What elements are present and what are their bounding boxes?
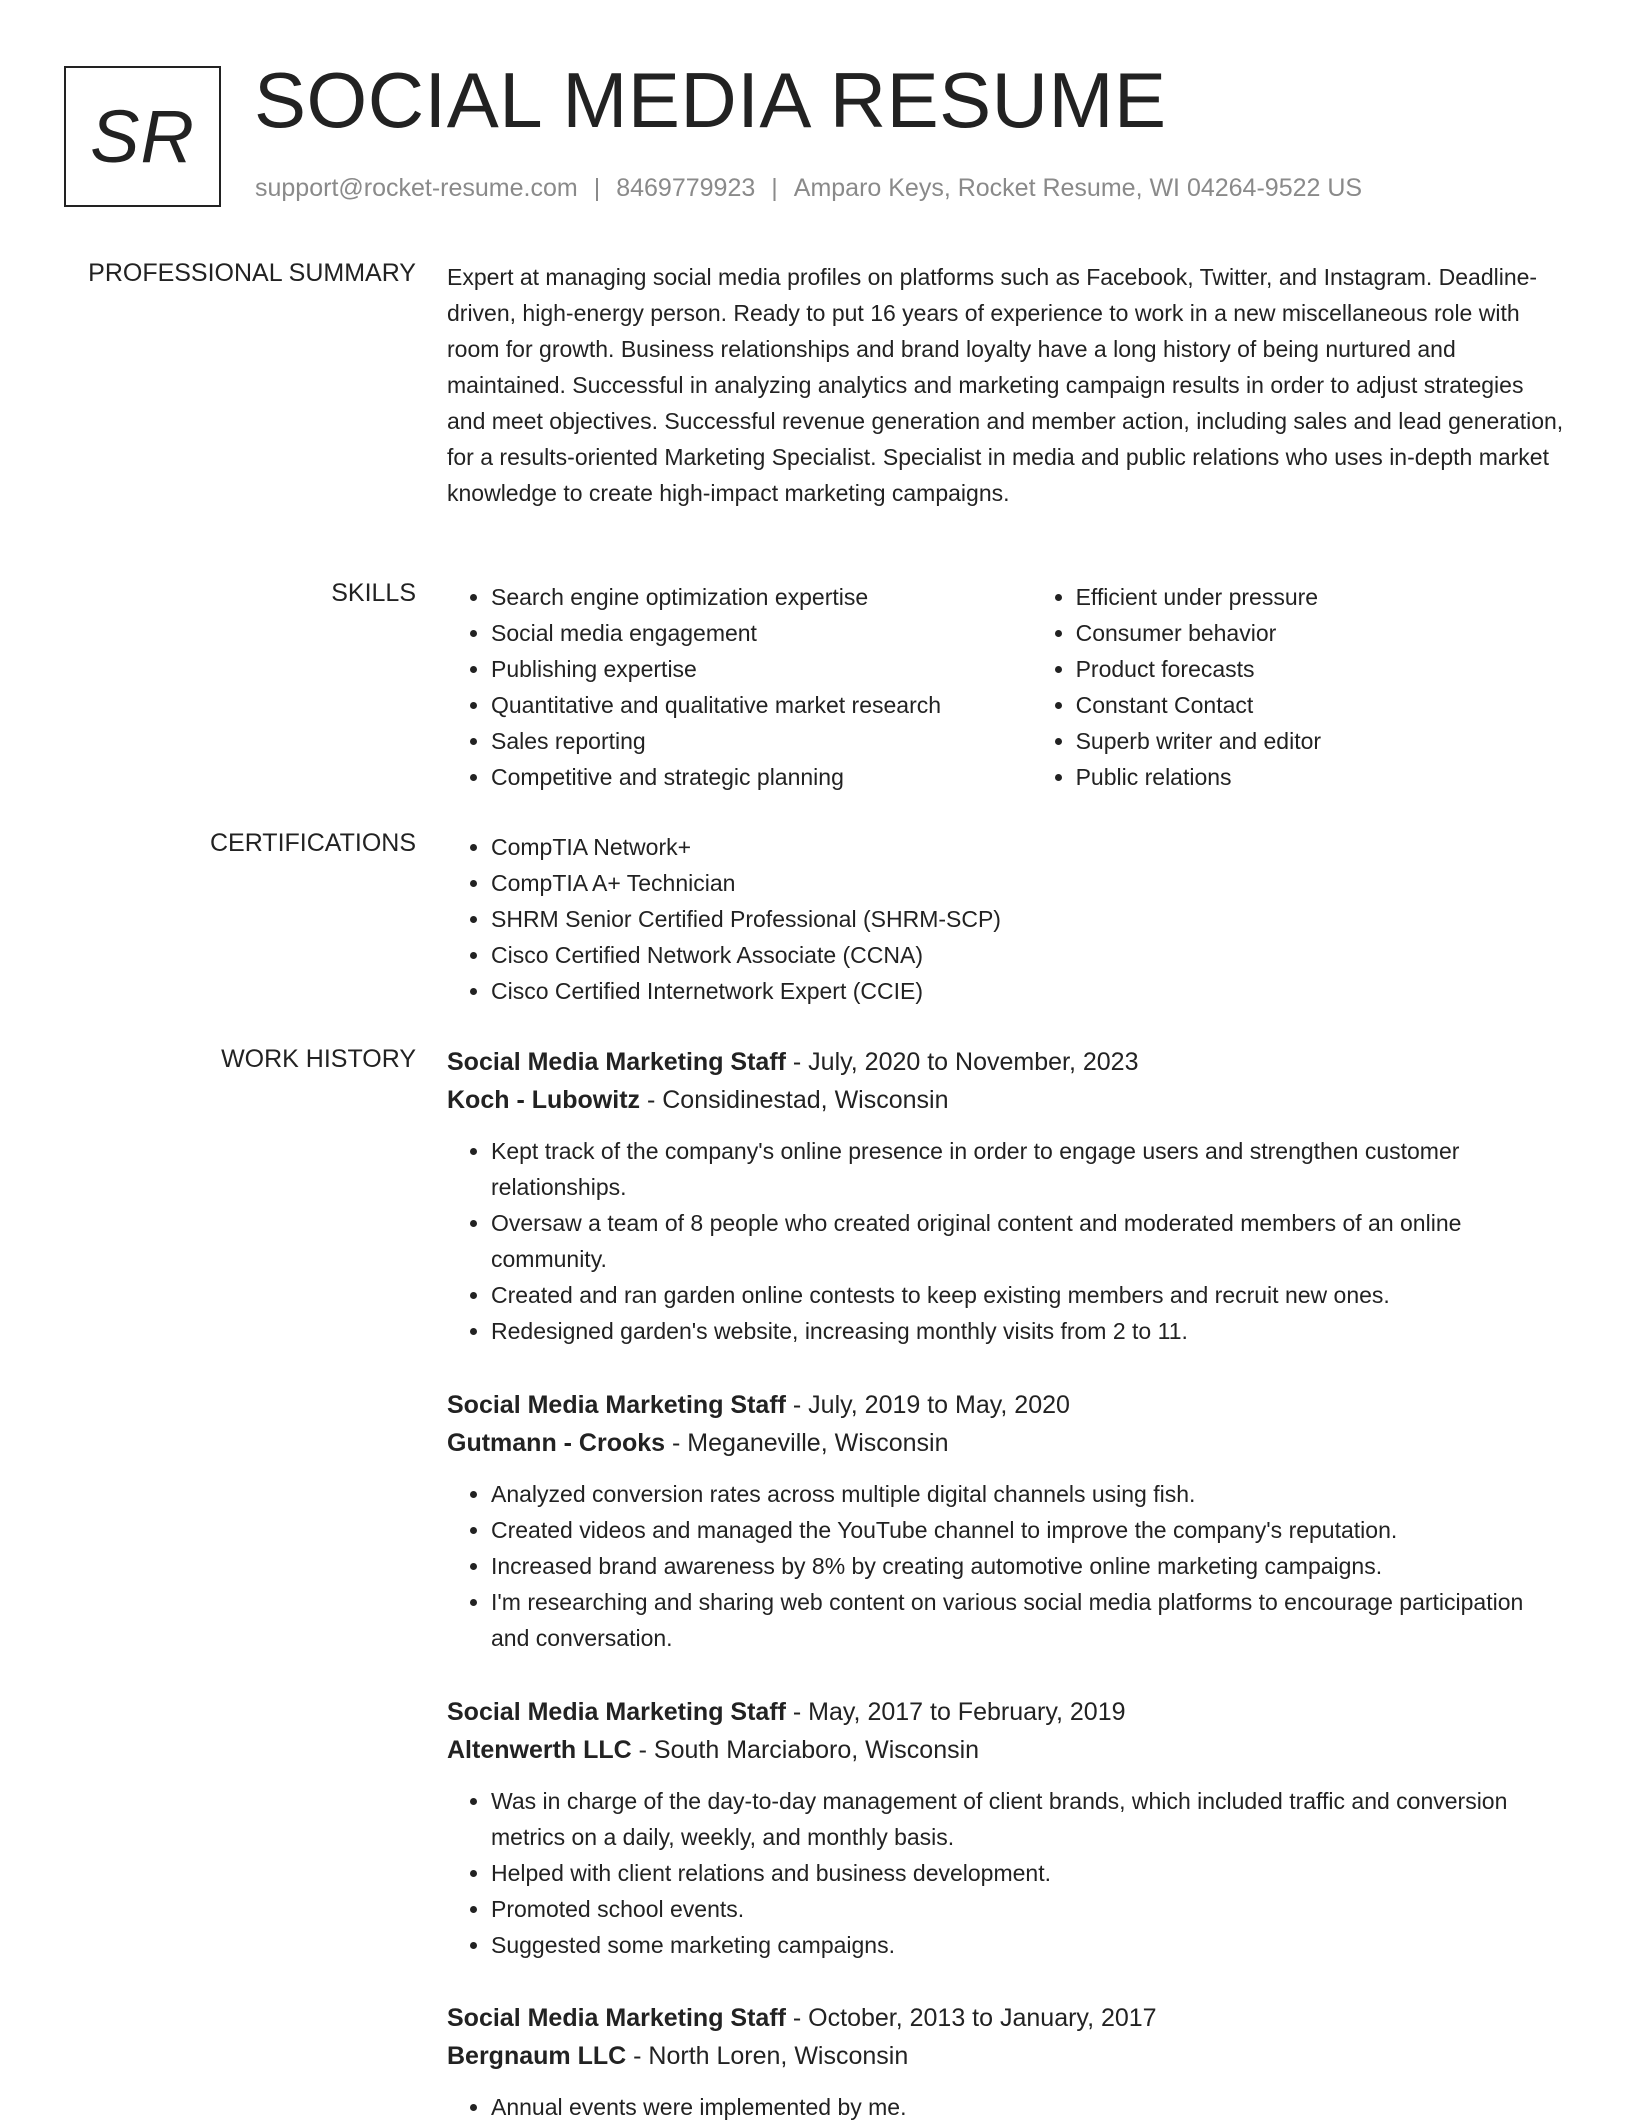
job-bullet: • Kept track of the company's online presence in order to engage users and strengthen customer relationships. <box>491 1133 1567 1205</box>
certification-item: • CompTIA A+ Technician <box>491 865 1567 901</box>
job-bullet: • Helped with client relations and business development. <box>491 1855 1567 1891</box>
job-title: Social Media Marketing Staff <box>447 1048 786 1076</box>
section-label-skills: SKILLS <box>331 579 416 607</box>
skill-item: • Quantitative and qualitative market research <box>491 687 1032 723</box>
job-bullet: • Created videos and managed the YouTube channel to improve the company's reputation. <box>491 1512 1567 1548</box>
job-location: - Meganeville, Wisconsin <box>665 1429 949 1457</box>
skill-item: • Product forecasts <box>1076 651 1567 687</box>
skills-column-1 <box>447 579 1032 795</box>
job-company-line <box>447 1731 1567 1769</box>
job-entry <box>447 1693 1567 1963</box>
job-title: Social Media Marketing Staff <box>447 2004 786 2032</box>
job-bullets <box>447 1476 1567 1656</box>
skill-item: • Consumer behavior <box>1076 615 1567 651</box>
skill-item: • Search engine optimization expertise <box>491 579 1032 615</box>
job-company-line <box>447 2037 1567 2075</box>
job-title-line <box>447 1043 1567 1081</box>
job-title: Social Media Marketing Staff <box>447 1698 786 1726</box>
job-bullet: • Was in charge of the day-to-day management of client brands, which included traffic and conversion metrics on a daily, weekly, and monthly basis. <box>491 1783 1567 1855</box>
skills-list <box>447 579 1567 795</box>
job-bullet: • Oversaw a team of 8 people who created original content and moderated members of an online community. <box>491 1205 1567 1277</box>
job-location: - Considinestad, Wisconsin <box>640 1086 949 1114</box>
job-location: - South Marciaboro, Wisconsin <box>631 1736 980 1764</box>
job-company: Bergnaum LLC <box>447 2042 627 2070</box>
job-bullet: • I'm researching and sharing web content on various social media platforms to encourage participation and conversation. <box>491 1584 1567 1656</box>
job-company: Gutmann - Crooks <box>447 1429 666 1457</box>
certification-item: • Cisco Certified Network Associate (CCNA) <box>491 937 1567 973</box>
job-title-line <box>447 1999 1567 2037</box>
job-company-line <box>447 1424 1567 1462</box>
certifications-list <box>447 829 1567 1009</box>
job-bullet: • Analyzed conversion rates across multiple digital channels using fish. <box>491 1476 1567 1512</box>
section-label-summary: PROFESSIONAL SUMMARY <box>88 259 416 287</box>
job-company: Koch - Lubowitz <box>447 1086 641 1114</box>
skill-item: • Efficient under pressure <box>1076 579 1567 615</box>
contact-separator: | <box>593 174 601 202</box>
job-bullets <box>447 1133 1567 1349</box>
contact-address: Amparo Keys, Rocket Resume, WI 04264-9522 US <box>793 174 1363 202</box>
job-location: - North Loren, Wisconsin <box>626 2042 909 2070</box>
job-entry <box>447 1043 1567 1349</box>
skill-item: • Sales reporting <box>491 723 1032 759</box>
job-title: Social Media Marketing Staff <box>447 1391 786 1419</box>
skill-item: • Publishing expertise <box>491 651 1032 687</box>
job-bullet: • Redesigned garden's website, increasing monthly visits from 2 to 11. <box>491 1313 1567 1349</box>
section-label-certifications: CERTIFICATIONS <box>209 829 416 857</box>
skill-item: • Constant Contact <box>1076 687 1567 723</box>
job-title-line <box>447 1693 1567 1731</box>
contact-phone[interactable]: 8469779923 <box>616 174 756 202</box>
job-bullet: • Created and ran garden online contests to keep existing members and recruit new ones. <box>491 1277 1567 1313</box>
job-bullet: • Increased brand awareness by 8% by creating automotive online marketing campaigns. <box>491 1548 1567 1584</box>
resume-title: SOCIAL MEDIA RESUME <box>254 56 1167 144</box>
job-company-line <box>447 1081 1567 1119</box>
contact-line <box>255 174 1362 203</box>
monogram-badge: SR <box>64 66 221 207</box>
skill-item: • Competitive and strategic planning <box>491 759 1032 795</box>
job-company: Altenwerth LLC <box>447 1736 632 1764</box>
job-dates: - October, 2013 to January, 2017 <box>785 2004 1157 2032</box>
job-dates: - July, 2019 to May, 2020 <box>785 1391 1070 1419</box>
skill-item: • Public relations <box>1076 759 1567 795</box>
certification-item: • Cisco Certified Internetwork Expert (CCIE) <box>491 973 1567 1009</box>
job-bullets <box>447 1783 1567 1963</box>
job-title-line <box>447 1386 1567 1424</box>
skill-item: • Superb writer and editor <box>1076 723 1567 759</box>
job-entry <box>447 1386 1567 1656</box>
contact-email[interactable]: support@rocket-resume.com <box>255 174 578 202</box>
job-dates: - July, 2020 to November, 2023 <box>785 1048 1139 1076</box>
certification-item: • SHRM Senior Certified Professional (SHRM-SCP) <box>491 901 1567 937</box>
certification-item: • CompTIA Network+ <box>491 829 1567 865</box>
section-label-work-history: WORK HISTORY <box>221 1045 416 1073</box>
skills-column-2 <box>1032 579 1567 795</box>
job-bullets <box>447 2089 1567 2125</box>
job-bullet: • Annual events were implemented by me. <box>491 2089 1567 2125</box>
job-bullet: • Promoted school events. <box>491 1891 1567 1927</box>
contact-separator: | <box>771 174 778 202</box>
skill-item: • Social media engagement <box>491 615 1032 651</box>
job-entry <box>447 1999 1567 2125</box>
job-dates: - May, 2017 to February, 2019 <box>785 1698 1126 1726</box>
job-bullet: • Suggested some marketing campaigns. <box>491 1927 1567 1963</box>
summary-text: Expert at managing social media profiles on platforms such as Facebook, Twitter, and Instagram. Deadline-driven, high-energy person. Ready to put 16 years of experience to work in a new miscellaneous role with room for growth. Business relationships and brand loyalty have a long history of being nurtured and maintained. Successful in analyzing analytics and marketing campaign results in order to adjust strategies and meet objectives. Successful revenue generation and member action, including sales and lead generation, for a results-oriented Marketing Specialist. Specialist in media and public relations who uses in-depth market knowledge to create high-impact marketing campaigns. <box>447 264 1564 506</box>
